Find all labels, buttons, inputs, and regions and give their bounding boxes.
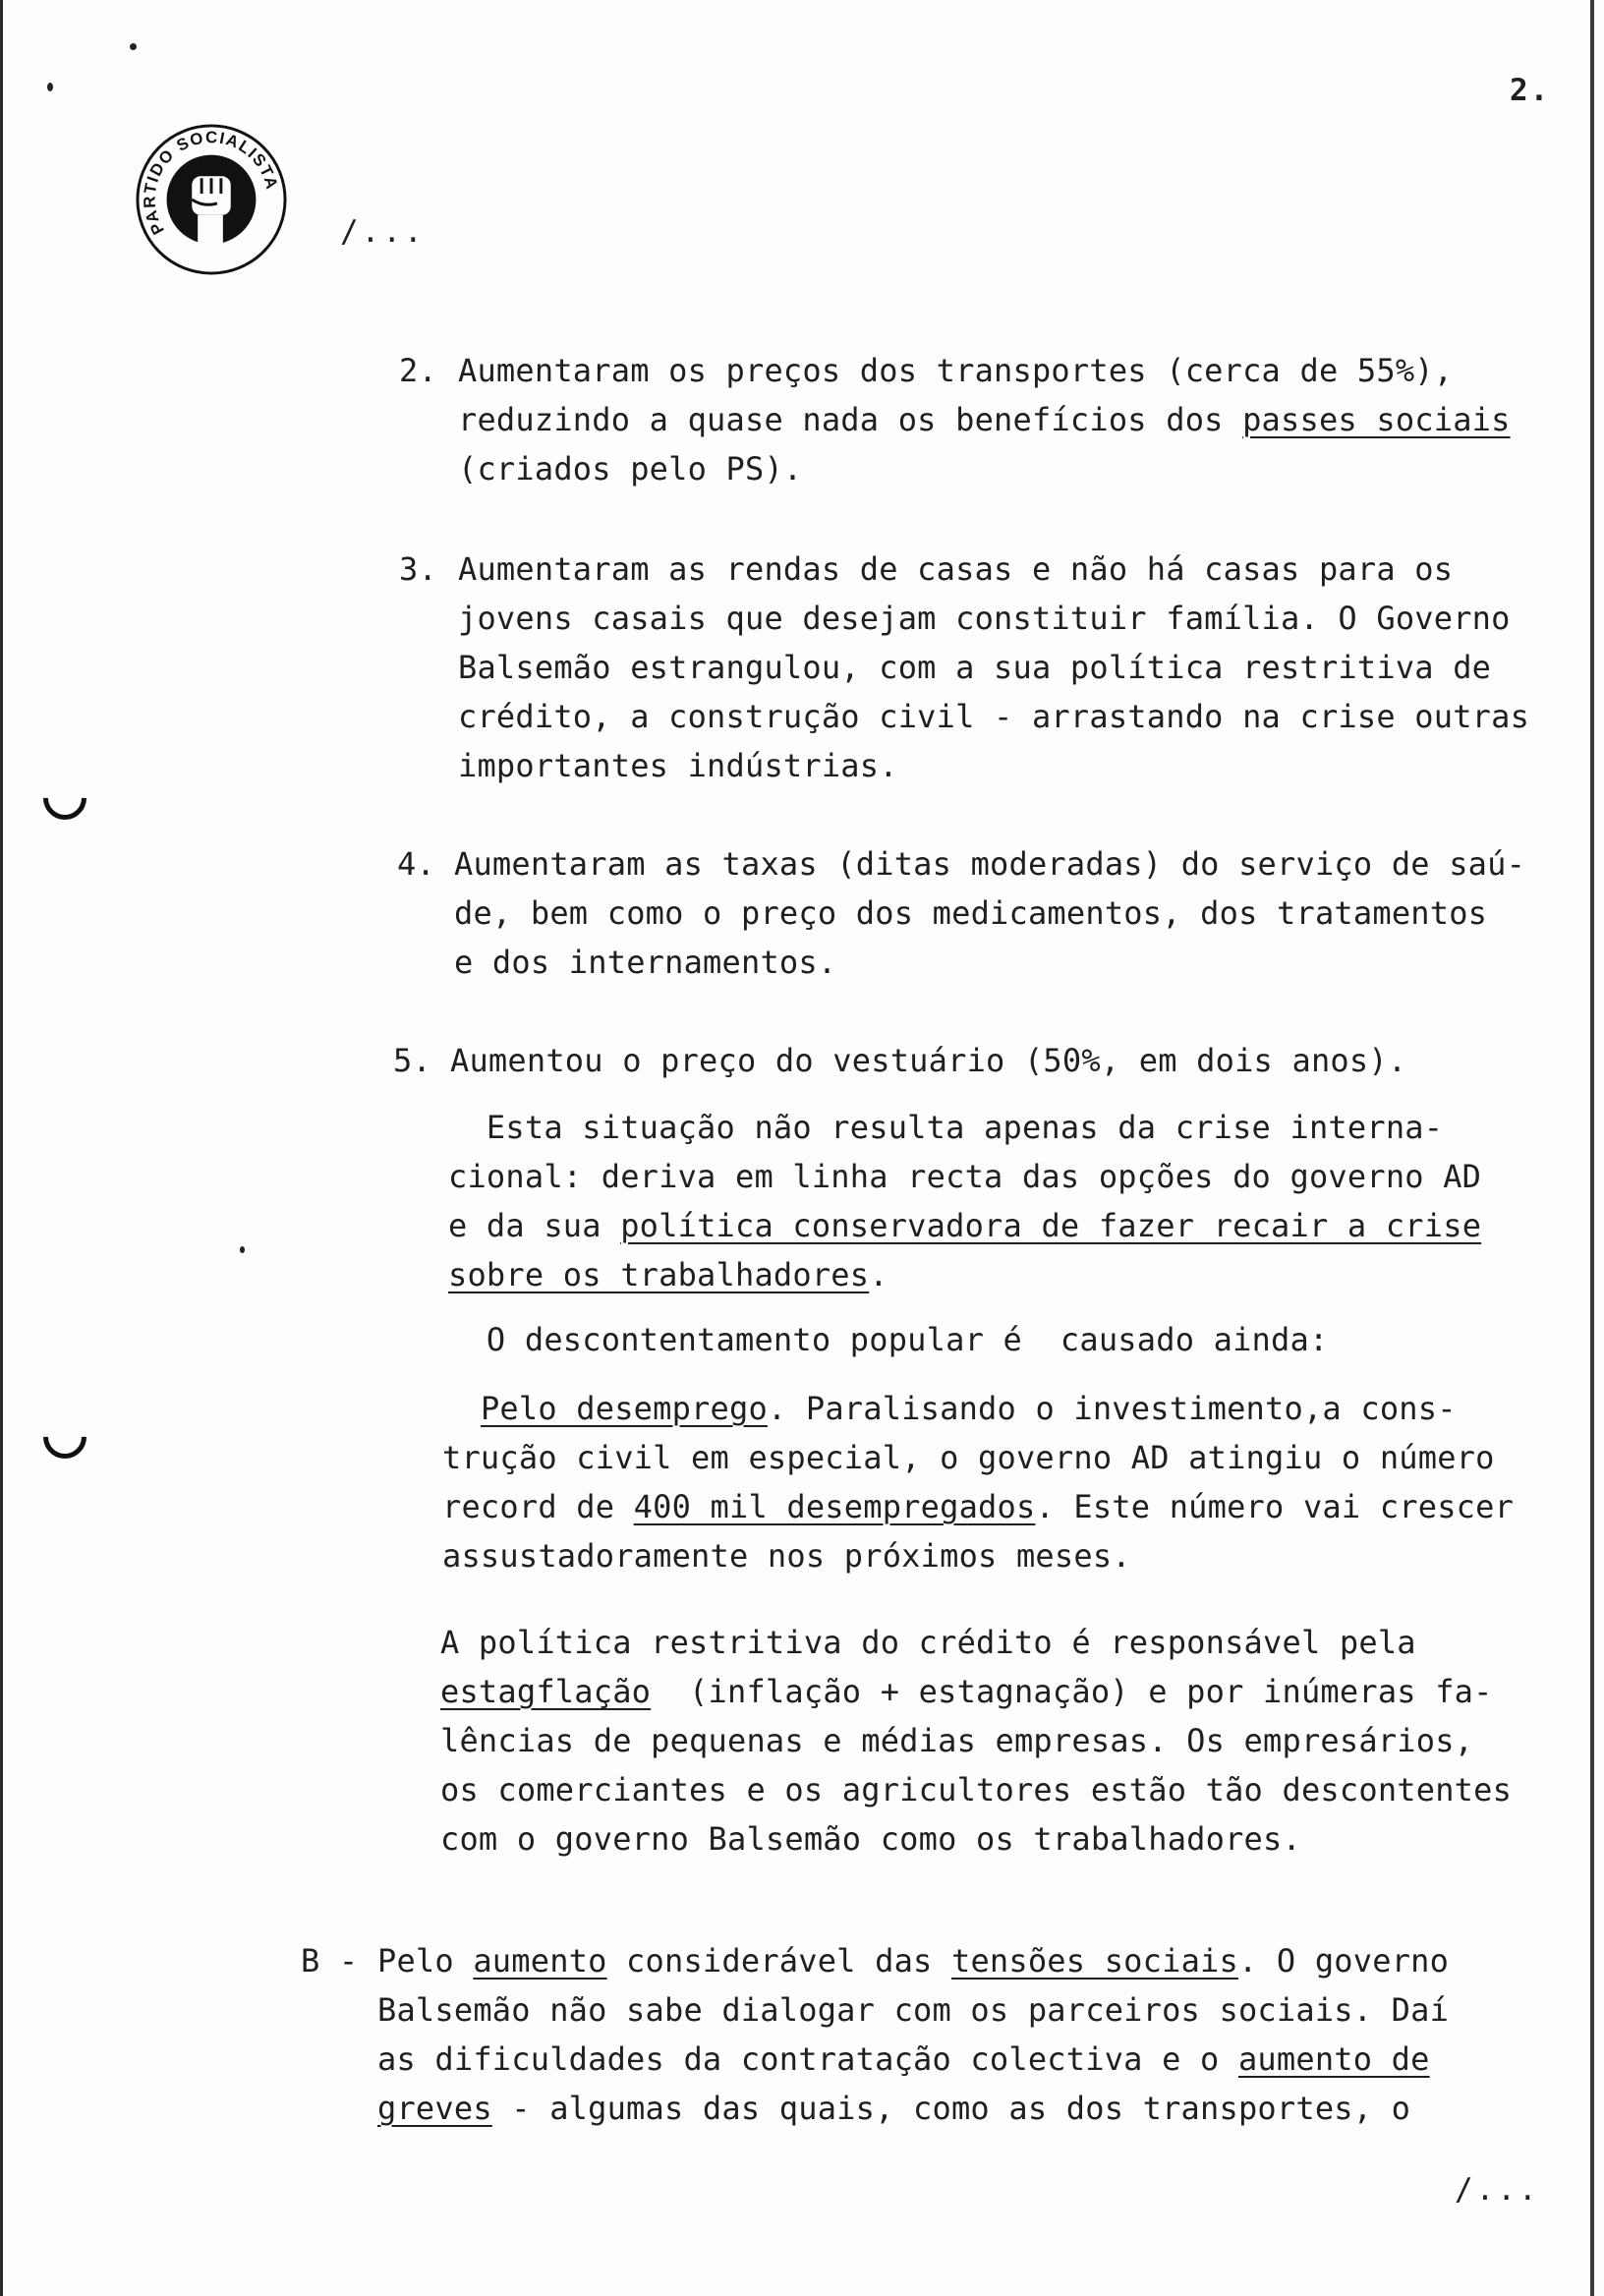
text-line	[442, 1384, 1514, 1433]
paragraph-credit	[440, 1618, 1512, 1864]
text-segment: Aumentaram as taxas (ditas moderadas) do serviço de saú-	[454, 845, 1526, 883]
page-number: 2.	[1510, 73, 1551, 108]
text-line	[458, 692, 1529, 741]
text-segment: O descontentamento popular é causado ainda:	[448, 1321, 1329, 1358]
text-line	[458, 444, 1511, 493]
list-item-5	[450, 1036, 1406, 1085]
underlined-phrase: sobre os trabalhadores	[448, 1256, 870, 1293]
text-segment: importantes indústrias.	[458, 747, 898, 784]
text-segment: . O governo	[1237, 1942, 1450, 1980]
text-segment: A política restritiva do crédito é responsável pela	[440, 1624, 1416, 1661]
punch-hole-mark	[34, 1406, 95, 1467]
underlined-phrase: aumento	[473, 1942, 607, 1980]
list-marker: 2.	[399, 352, 437, 389]
text-segment: jovens casais que desejam constituir família. O Governo	[458, 600, 1511, 637]
text-line	[442, 1531, 1514, 1580]
text-segment: considerável das	[606, 1942, 951, 1980]
text-line	[458, 395, 1511, 444]
text-line	[458, 741, 1529, 790]
speck	[47, 83, 53, 91]
text-segment: os comerciantes e os agricultores estão tão descontentes	[440, 1771, 1513, 1808]
text-segment: .	[869, 1256, 888, 1293]
text-line	[440, 1618, 1512, 1667]
underlined-phrase: aumento de	[1237, 2040, 1430, 2078]
text-segment: Aumentou o preço do vestuário (50%, em dois anos).	[450, 1042, 1407, 1079]
text-segment: de, bem como o preço dos medicamentos, dos tratamentos	[454, 894, 1488, 932]
text-line	[458, 545, 1529, 594]
text-segment: - algumas das quais, como as dos transportes, o	[491, 2090, 1411, 2127]
continuation-mark-top: /...	[340, 214, 426, 250]
paragraph-discontent	[448, 1315, 1328, 1364]
text-line	[448, 1201, 1481, 1250]
underlined-phrase: Pelo desemprego	[480, 1390, 768, 1427]
text-line	[377, 1936, 1449, 1985]
text-line	[450, 1036, 1406, 1085]
text-line	[454, 889, 1525, 938]
speck	[240, 1246, 245, 1253]
text-segment: . Paralisando o investimento,a cons-	[767, 1390, 1457, 1427]
text-line	[440, 1716, 1512, 1765]
text-segment: (inflação + estagnação) e por inúmeras fa-	[651, 1673, 1493, 1710]
text-segment: reduzindo a quase nada os benefícios dos	[458, 401, 1243, 438]
text-segment: lências de pequenas e médias empresas. Os empresários,	[440, 1722, 1474, 1759]
text-segment: Aumentaram os preços dos transportes (cerca de 55%),	[458, 352, 1454, 389]
text-segment: assustadoramente nos próximos meses.	[442, 1537, 1131, 1575]
text-line	[440, 1765, 1512, 1814]
text-line	[448, 1103, 1481, 1152]
text-line	[440, 1814, 1512, 1864]
text-segment: Aumentaram as rendas de casas e não há casas para os	[458, 550, 1454, 588]
list-item-3	[458, 545, 1529, 790]
text-segment: (criados pelo PS).	[458, 450, 803, 488]
underlined-phrase: política conservadora de fazer recair a crise	[620, 1207, 1482, 1244]
party-logo	[134, 122, 289, 277]
text-segment: cional: deriva em linha recta das opções do governo AD	[448, 1158, 1482, 1195]
underlined-phrase: passes sociais	[1242, 401, 1511, 438]
text-line	[377, 1985, 1449, 2035]
underlined-phrase: 400 mil desempregados	[633, 1488, 1036, 1525]
section-b-text	[377, 1936, 1449, 2133]
text-segment: as dificuldades da contratação colectiva e o	[377, 2040, 1238, 2078]
text-segment: Esta situação não resulta apenas da crise interna-	[448, 1109, 1444, 1146]
list-marker: 4.	[397, 845, 435, 883]
text-line	[448, 1250, 1481, 1299]
text-line	[458, 346, 1511, 395]
text-segment: . Este número vai crescer	[1035, 1488, 1515, 1525]
text-line	[377, 2035, 1449, 2084]
text-line	[442, 1482, 1514, 1531]
page-edge-right	[1590, 0, 1594, 2296]
text-segment: e dos internamentos.	[454, 944, 837, 981]
text-line	[458, 643, 1529, 692]
list-item-4	[454, 839, 1525, 987]
page-edge-left	[0, 0, 3, 2296]
text-line	[454, 938, 1525, 987]
text-segment: record de	[442, 1488, 634, 1525]
underlined-phrase: greves	[377, 2090, 492, 2127]
continuation-mark-bottom: /...	[1455, 2172, 1540, 2208]
paragraph-crisis	[448, 1103, 1481, 1299]
text-line	[448, 1315, 1328, 1364]
section-marker-b: B -	[301, 1942, 359, 1980]
text-line	[454, 839, 1525, 889]
text-segment: crédito, a construção civil - arrastando na crise outras	[458, 698, 1530, 735]
logo-text: PARTIDO SOCIALISTA	[140, 128, 282, 238]
text-segment	[442, 1390, 481, 1427]
speck	[130, 43, 137, 50]
paragraph-unemployment	[442, 1384, 1514, 1580]
text-line	[458, 594, 1529, 643]
text-segment: Pelo	[377, 1942, 474, 1980]
underlined-phrase: tensões sociais	[950, 1942, 1238, 1980]
text-line	[442, 1433, 1514, 1482]
text-line	[440, 1667, 1512, 1716]
underlined-phrase: estagflação	[440, 1673, 652, 1710]
text-segment: e da sua	[448, 1207, 621, 1244]
text-segment: trução civil em especial, o governo AD atingiu o número	[442, 1439, 1495, 1476]
text-segment: com o governo Balsemão como os trabalhadores.	[440, 1820, 1301, 1858]
text-segment: Balsemão não sabe dialogar com os parceiros sociais. Daí	[377, 1991, 1450, 2029]
text-line	[448, 1152, 1481, 1201]
list-marker: 5.	[393, 1042, 431, 1079]
list-marker: 3.	[399, 550, 437, 588]
text-segment: Balsemão estrangulou, com a sua política restritiva de	[458, 649, 1492, 686]
punch-hole-mark	[34, 768, 95, 829]
text-line	[377, 2084, 1449, 2133]
list-item-2	[458, 346, 1511, 493]
